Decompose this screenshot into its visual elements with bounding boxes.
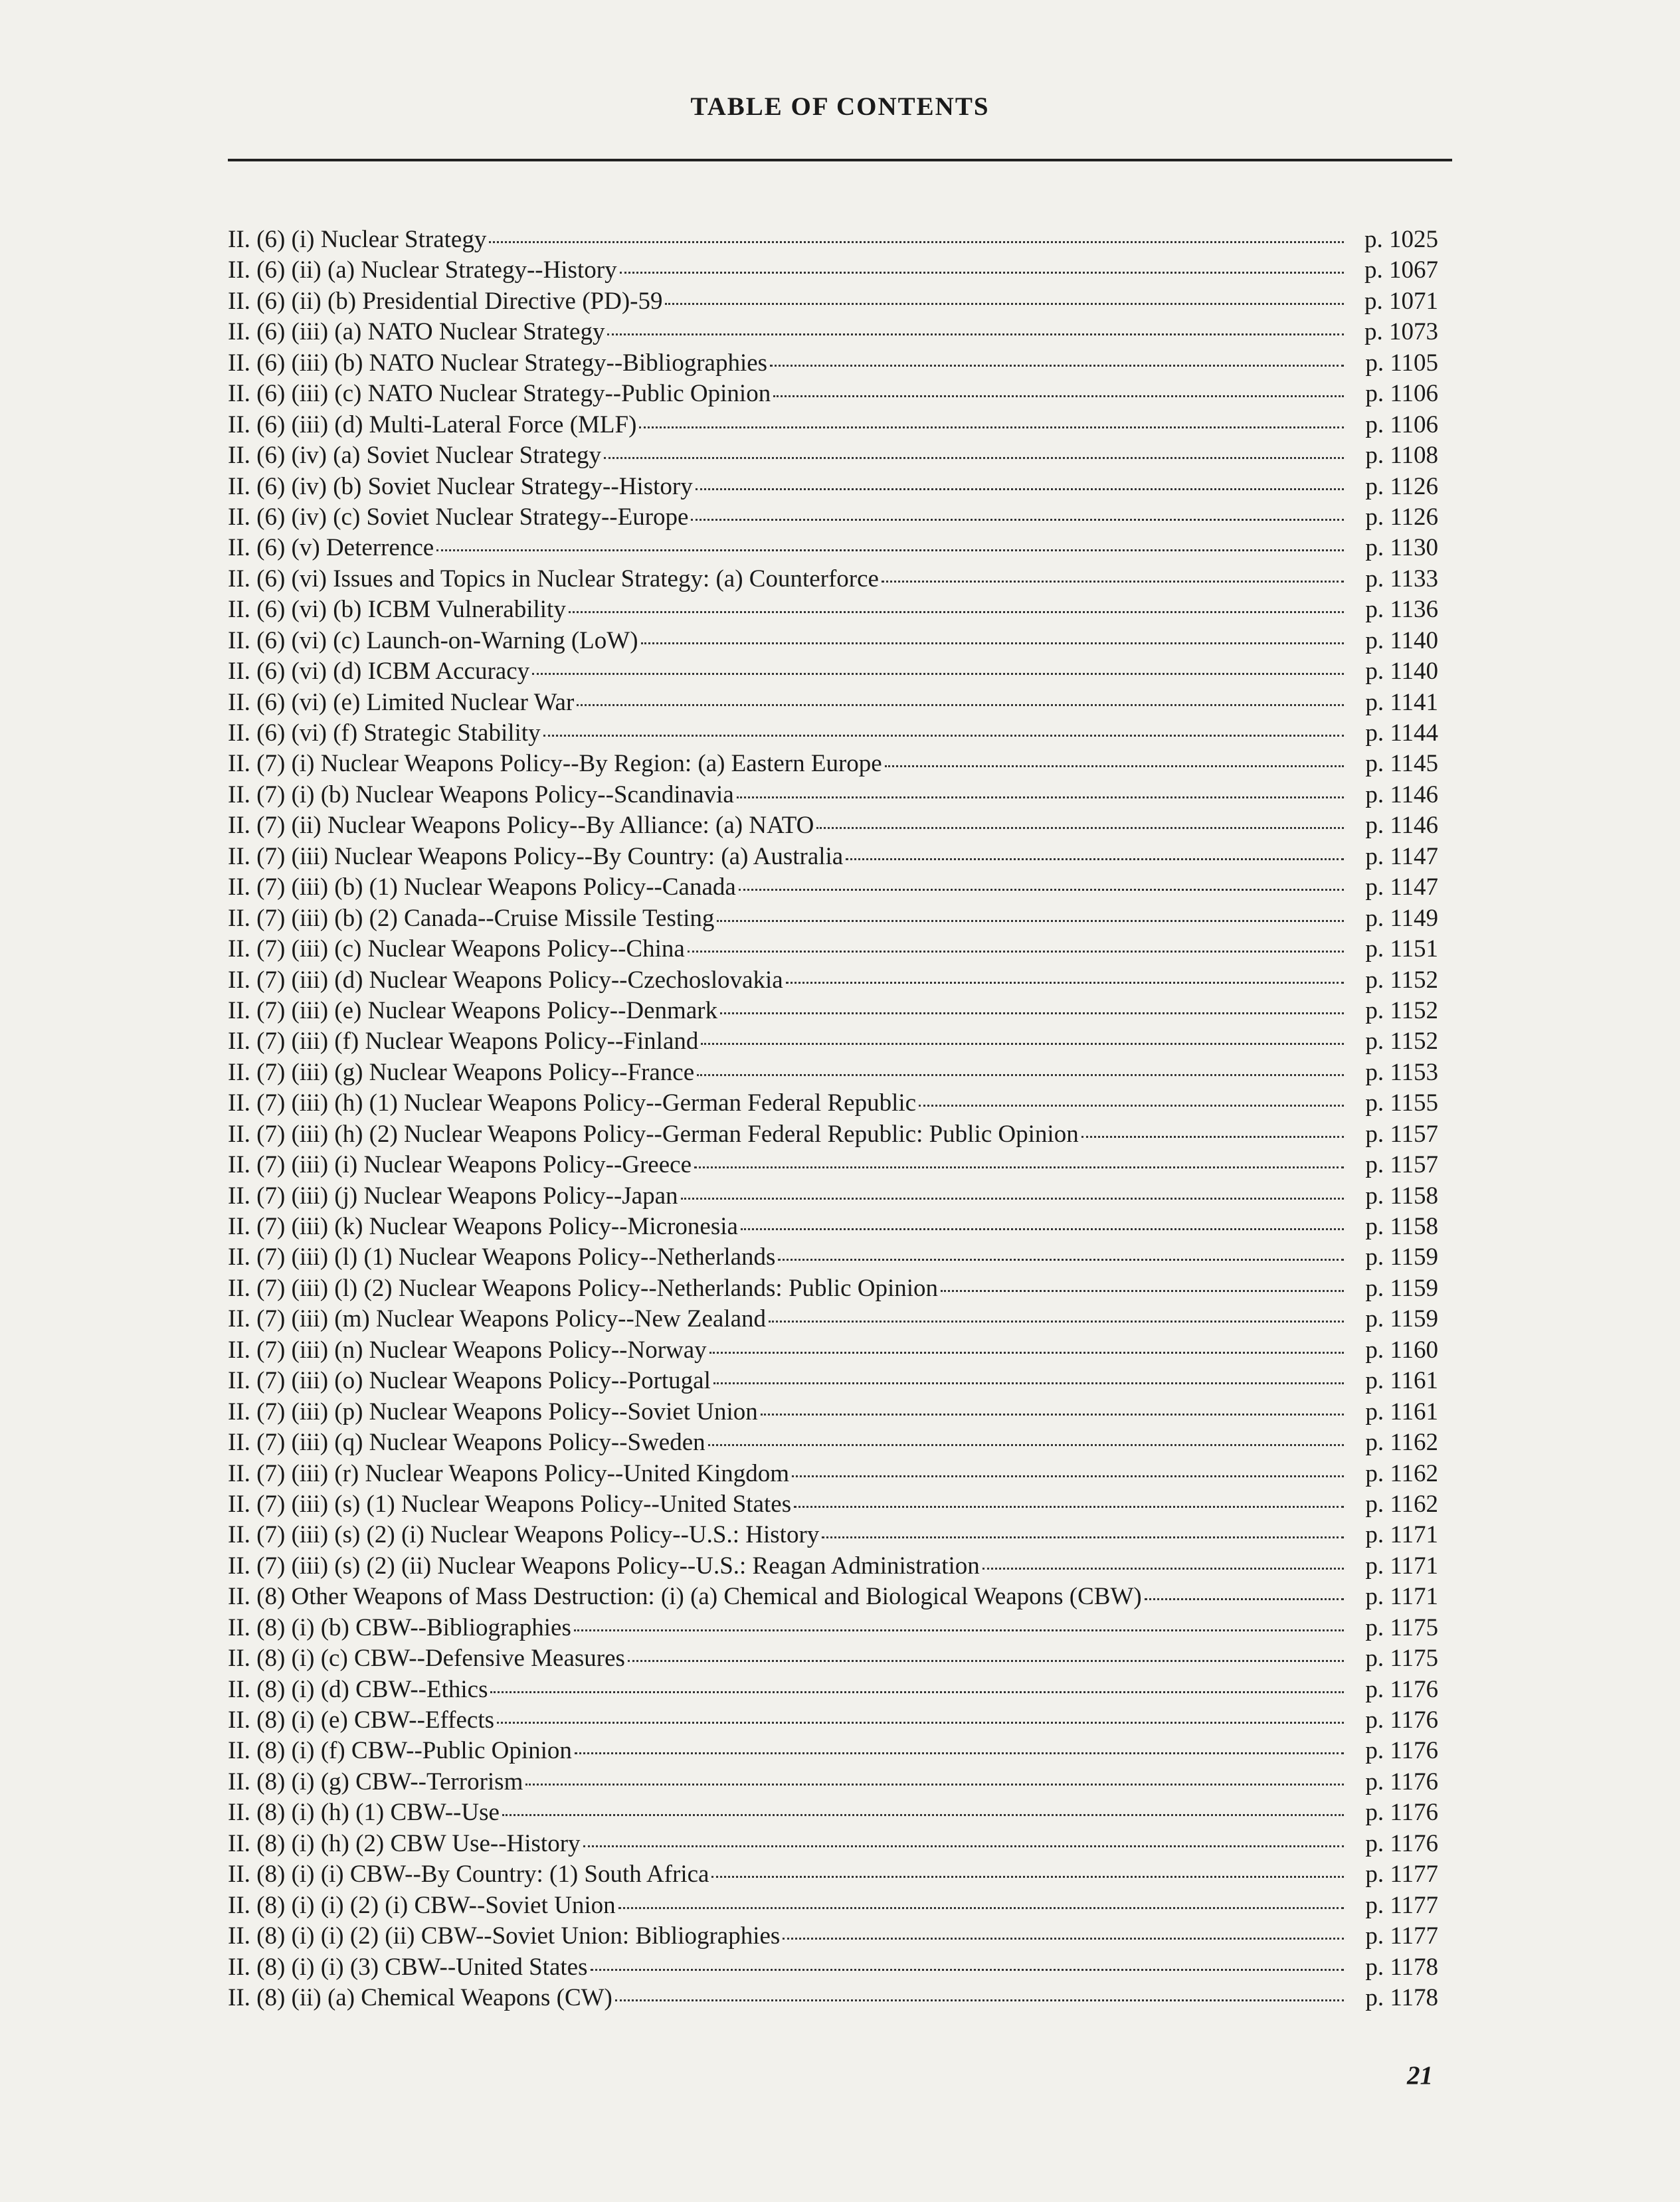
dot-leader [490,1691,1344,1693]
toc-entry-page: p. 1162 [1365,1429,1438,1457]
toc-entry-page: p. 1130 [1365,534,1438,562]
toc-entry-title: II. (6) (iv) (c) Soviet Nuclear Strategy--Europe [228,503,689,531]
toc-entry-page: p. 1158 [1365,1213,1438,1240]
toc-entry-title: II. (7) (iii) (h) (2) Nuclear Weapons Policy--German Federal Republic: Public Opinion [228,1120,1079,1148]
toc-entry-page: p. 1155 [1365,1089,1438,1117]
toc-entry [228,286,1438,317]
dot-leader [577,704,1344,706]
toc-entry [228,1952,1438,1983]
toc-entry [228,1829,1438,1859]
dot-leader [639,426,1344,428]
dot-leader [741,1228,1344,1230]
toc-entry-page: p. 1105 [1365,349,1438,377]
toc-entry [228,1797,1438,1828]
toc-entry-page: p. 1140 [1365,658,1438,686]
toc-entry-title: II. (7) (iii) (q) Nuclear Weapons Policy--Sweden [228,1429,705,1457]
toc-entry-title: II. (7) (iii) Nuclear Weapons Policy--By Country: (a) Australia [228,842,844,870]
toc-entry-title: II. (8) (i) (f) CBW--Public Opinion [228,1737,572,1765]
table-of-contents-list [228,225,1438,2013]
dot-leader [502,1814,1344,1816]
toc-entry-page: p. 1153 [1365,1058,1438,1086]
toc-entry [228,1242,1438,1273]
dot-leader [792,1475,1344,1477]
toc-entry-page: p. 1176 [1365,1768,1438,1795]
toc-entry-title: II. (8) Other Weapons of Mass Destruction: (i) (a) Chemical and Biological Weapons (CBW) [228,1583,1142,1611]
toc-entry-title: II. (6) (iv) (a) Soviet Nuclear Strategy [228,442,601,470]
title-divider [228,159,1452,161]
toc-entry [228,1582,1438,1612]
dot-leader [618,1907,1344,1909]
toc-entry-title: II. (6) (vi) (e) Limited Nuclear War [228,688,575,716]
toc-entry-page: p. 1073 [1364,318,1438,346]
toc-entry-page: p. 1136 [1365,596,1438,624]
toc-entry [228,1366,1438,1396]
dot-leader [665,303,1344,305]
toc-entry [228,317,1438,347]
toc-entry-title: II. (8) (ii) (a) Chemical Weapons (CW) [228,1983,612,2011]
toc-entry-page: p. 1067 [1364,256,1438,284]
toc-entry-title: II. (6) (v) Deterrence [228,534,434,562]
toc-entry-page: p. 1162 [1365,1459,1438,1487]
toc-entry-title: II. (6) (i) Nuclear Strategy [228,226,487,253]
toc-entry-page: p. 1158 [1365,1182,1438,1210]
dot-leader [607,333,1344,335]
toc-entry-page: p. 1152 [1365,966,1438,994]
toc-entry [228,780,1438,810]
toc-entry-page: p. 1161 [1365,1367,1438,1395]
toc-entry-page: p. 1141 [1365,688,1438,716]
toc-entry-title: II. (7) (iii) (d) Nuclear Weapons Policy--Czechoslovakia [228,966,783,994]
toc-entry-title: II. (7) (iii) (e) Nuclear Weapons Policy--Denmark [228,996,718,1024]
toc-entry-page: p. 1171 [1365,1552,1438,1580]
dot-leader [436,549,1344,551]
toc-entry [228,965,1438,996]
toc-entry-title: II. (8) (i) (i) (3) CBW--United States [228,1953,588,1981]
dot-leader [532,673,1344,675]
page-title: TABLE OF CONTENTS [690,92,990,121]
toc-entry-page: p. 1159 [1365,1274,1438,1302]
page-number: 21 [1407,2061,1433,2090]
dot-leader [575,1752,1344,1754]
toc-entry [228,1427,1438,1458]
dot-leader [711,1876,1344,1878]
dot-leader [713,1382,1344,1384]
dot-leader [717,920,1344,922]
toc-entry-page: p. 1160 [1365,1336,1438,1364]
toc-entry-title: II. (8) (i) (i) (2) (ii) CBW--Soviet Union: Bibliographies [228,1922,781,1950]
toc-entry-page: p. 1161 [1365,1398,1438,1425]
toc-entry [228,1890,1438,1921]
toc-entry-page: p. 1159 [1365,1305,1438,1333]
toc-entry-page: p. 1147 [1365,842,1438,870]
toc-entry-title: II. (7) (iii) (j) Nuclear Weapons Policy--Japan [228,1182,678,1210]
toc-entry [228,1181,1438,1212]
toc-entry [228,996,1438,1026]
dot-leader [982,1568,1344,1570]
dot-leader [882,581,1344,583]
toc-entry-page: p. 1025 [1364,226,1438,253]
toc-entry [228,903,1438,934]
toc-entry [228,1705,1438,1736]
toc-entry [228,595,1438,625]
toc-entry-title: II. (8) (i) (c) CBW--Defensive Measures [228,1645,625,1673]
toc-entry-title: II. (8) (i) (e) CBW--Effects [228,1706,495,1734]
dot-leader [770,365,1344,367]
toc-entry-page: p. 1126 [1365,472,1438,500]
toc-entry-page: p. 1177 [1365,1861,1438,1888]
toc-entry-title: II. (6) (iii) (b) NATO Nuclear Strategy--Bibliographies [228,349,768,377]
toc-entry [228,440,1438,471]
dot-leader [786,982,1344,984]
toc-entry [228,1859,1438,1890]
dot-leader [769,1321,1344,1323]
toc-entry-title: II. (6) (iv) (b) Soviet Nuclear Strategy--History [228,472,693,500]
toc-entry [228,810,1438,841]
toc-entry-page: p. 1152 [1365,996,1438,1024]
toc-entry [228,1736,1438,1766]
toc-entry [228,1921,1438,1952]
toc-entry-page: p. 1175 [1365,1645,1438,1673]
toc-entry-page: p. 1177 [1365,1922,1438,1950]
toc-entry-title: II. (7) (iii) (o) Nuclear Weapons Policy--Portugal [228,1367,711,1395]
toc-entry [228,1150,1438,1180]
toc-entry-page: p. 1177 [1365,1891,1438,1919]
dot-leader [708,1444,1344,1446]
toc-entry-title: II. (8) (i) (i) CBW--By Country: (1) South Africa [228,1861,709,1888]
toc-entry-title: II. (6) (vi) (d) ICBM Accuracy [228,658,530,686]
dot-leader [720,1012,1344,1014]
toc-entry [228,872,1438,903]
dot-leader [941,1290,1344,1292]
toc-entry-title: II. (7) (iii) (n) Nuclear Weapons Policy--Norway [228,1336,707,1364]
toc-entry-title: II. (8) (i) (g) CBW--Terrorism [228,1768,523,1795]
toc-entry-title: II. (6) (ii) (a) Nuclear Strategy--History [228,256,617,284]
toc-entry-title: II. (8) (i) (b) CBW--Bibliographies [228,1613,571,1641]
toc-entry-title: II. (7) (ii) Nuclear Weapons Policy--By Alliance: (a) NATO [228,812,814,840]
dot-leader [591,1969,1345,1971]
dot-leader [615,1999,1344,2001]
toc-entry-title: II. (6) (ii) (b) Presidential Directive (PD)-59 [228,287,663,315]
dot-leader [846,858,1344,860]
dot-leader [919,1105,1344,1107]
toc-entry-title: II. (8) (i) (h) (1) CBW--Use [228,1799,500,1827]
dot-leader [569,611,1344,613]
toc-entry [228,348,1438,379]
dot-leader [885,765,1344,767]
toc-entry-page: p. 1176 [1365,1799,1438,1827]
dot-leader [681,1198,1344,1200]
toc-entry-title: II. (6) (vi) (b) ICBM Vulnerability [228,596,566,624]
toc-entry [228,1397,1438,1427]
toc-entry-title: II. (6) (iii) (d) Multi-Lateral Force (MLF) [228,411,637,438]
toc-entry-page: p. 1176 [1365,1675,1438,1703]
toc-entry-page: p. 1176 [1365,1829,1438,1857]
dot-leader [688,951,1344,953]
toc-entry [228,502,1438,533]
toc-entry-page: p. 1176 [1365,1737,1438,1765]
toc-entry [228,1119,1438,1150]
toc-entry-page: p. 1157 [1365,1151,1438,1179]
dot-leader [604,457,1344,459]
toc-entry [228,255,1438,286]
toc-entry-page: p. 1162 [1365,1490,1438,1518]
toc-entry-title: II. (7) (iii) (b) (2) Canada--Cruise Missile Testing [228,904,715,932]
toc-entry-title: II. (6) (iii) (a) NATO Nuclear Strategy [228,318,605,346]
toc-entry [228,564,1438,595]
toc-entry [228,379,1438,409]
dot-leader [737,796,1344,798]
toc-entry-page: p. 1151 [1365,935,1438,963]
toc-entry [228,718,1438,749]
toc-entry-page: p. 1144 [1365,719,1438,747]
toc-entry [228,656,1438,687]
dot-leader [739,889,1344,891]
toc-entry-title: II. (7) (iii) (i) Nuclear Weapons Policy--Greece [228,1151,692,1179]
toc-entry [228,225,1438,255]
toc-entry [228,1088,1438,1119]
toc-entry-title: II. (7) (iii) (m) Nuclear Weapons Policy--New Zealand [228,1305,767,1333]
toc-entry [228,1212,1438,1242]
toc-entry-page: p. 1178 [1365,1953,1438,1981]
dot-leader [691,519,1344,521]
toc-entry-title: II. (7) (iii) (g) Nuclear Weapons Policy--France [228,1058,695,1086]
toc-entry-title: II. (8) (i) (d) CBW--Ethics [228,1675,488,1703]
toc-entry [228,1459,1438,1489]
toc-entry-page: p. 1171 [1365,1583,1438,1611]
toc-entry-page: p. 1157 [1365,1120,1438,1148]
toc-entry [228,1675,1438,1705]
dot-leader [543,735,1344,737]
toc-entry [228,1613,1438,1643]
toc-entry [228,688,1438,718]
dot-leader [778,1259,1344,1261]
toc-entry-page: p. 1145 [1365,750,1438,778]
toc-entry-title: II. (7) (iii) (p) Nuclear Weapons Policy--Soviet Union [228,1398,758,1425]
toc-entry [228,1273,1438,1304]
toc-entry-title: II. (7) (iii) (l) (1) Nuclear Weapons Policy--Netherlands [228,1243,776,1271]
toc-entry [228,1551,1438,1582]
toc-entry-title: II. (7) (iii) (r) Nuclear Weapons Policy--United Kingdom [228,1459,790,1487]
toc-entry-title: II. (6) (vi) Issues and Topics in Nuclear Strategy: (a) Counterforce [228,565,879,593]
dot-leader [822,1536,1344,1538]
toc-entry [228,1520,1438,1550]
toc-entry-page: p. 1171 [1365,1521,1438,1549]
toc-entry [228,533,1438,563]
dot-leader [697,1074,1344,1076]
toc-entry [228,1767,1438,1797]
dot-leader [628,1660,1344,1662]
toc-entry-page: p. 1149 [1365,904,1438,932]
dot-leader [794,1506,1344,1508]
dot-leader [761,1414,1344,1416]
toc-entry [228,1026,1438,1057]
dot-leader [574,1629,1344,1631]
toc-entry-title: II. (6) (vi) (c) Launch-on-Warning (LoW) [228,626,638,654]
toc-entry-title: II. (7) (iii) (k) Nuclear Weapons Policy--Micronesia [228,1213,738,1240]
dot-leader [709,1352,1344,1354]
toc-entry-page: p. 1108 [1365,442,1438,470]
dot-leader [489,241,1344,243]
toc-entry-page: p. 1133 [1365,565,1438,593]
toc-entry-title: II. (8) (i) (i) (2) (i) CBW--Soviet Union [228,1891,616,1919]
toc-entry-title: II. (7) (iii) (f) Nuclear Weapons Policy--Finland [228,1028,699,1055]
dot-leader [525,1784,1344,1786]
toc-entry-title: II. (7) (iii) (b) (1) Nuclear Weapons Policy--Canada [228,873,736,901]
toc-entry [228,410,1438,440]
toc-entry-page: p. 1152 [1365,1028,1438,1055]
toc-entry-page: p. 1146 [1365,812,1438,840]
dot-leader [620,272,1344,274]
toc-entry [228,1304,1438,1334]
dot-leader [701,1043,1344,1045]
toc-entry [228,749,1438,779]
toc-entry-title: II. (7) (iii) (h) (1) Nuclear Weapons Policy--German Federal Republic [228,1089,917,1117]
toc-entry [228,842,1438,872]
toc-entry-page: p. 1146 [1365,780,1438,808]
toc-entry-title: II. (6) (iii) (c) NATO Nuclear Strategy--Public Opinion [228,380,771,408]
toc-entry-page: p. 1106 [1365,380,1438,408]
toc-entry-page: p. 1147 [1365,873,1438,901]
toc-entry-page: p. 1159 [1365,1243,1438,1271]
toc-entry-title: II. (8) (i) (h) (2) CBW Use--History [228,1829,581,1857]
toc-entry-page: p. 1126 [1365,503,1438,531]
dot-leader [641,642,1344,644]
dot-leader [1081,1136,1344,1138]
toc-entry-title: II. (7) (iii) (s) (2) (ii) Nuclear Weapons Policy--U.S.: Reagan Administration [228,1552,980,1580]
toc-entry-title: II. (6) (vi) (f) Strategic Stability [228,719,541,747]
toc-entry-page: p. 1175 [1365,1613,1438,1641]
toc-entry [228,1643,1438,1674]
dot-leader [773,395,1344,397]
toc-entry-title: II. (7) (iii) (l) (2) Nuclear Weapons Policy--Netherlands: Public Opinion [228,1274,939,1302]
toc-entry-title: II. (7) (iii) (s) (1) Nuclear Weapons Policy--United States [228,1490,792,1518]
dot-leader [583,1845,1344,1847]
toc-entry [228,472,1438,502]
dot-leader [783,1938,1344,1940]
dot-leader [497,1722,1344,1724]
toc-entry [228,1489,1438,1520]
toc-entry [228,1983,1438,2013]
toc-entry-title: II. (7) (iii) (c) Nuclear Weapons Policy--China [228,935,685,963]
toc-entry [228,1057,1438,1088]
dot-leader [1145,1598,1344,1600]
toc-entry [228,934,1438,964]
dot-leader [816,827,1344,829]
dot-leader [696,488,1344,490]
toc-entry-page: p. 1140 [1365,626,1438,654]
toc-entry [228,626,1438,656]
toc-entry-page: p. 1071 [1364,287,1438,315]
toc-entry-page: p. 1178 [1365,1983,1438,2011]
toc-entry-page: p. 1106 [1365,411,1438,438]
toc-entry [228,1335,1438,1366]
toc-entry-title: II. (7) (i) (b) Nuclear Weapons Policy--Scandinavia [228,780,734,808]
toc-entry-page: p. 1176 [1365,1706,1438,1734]
toc-entry-title: II. (7) (iii) (s) (2) (i) Nuclear Weapons Policy--U.S.: History [228,1521,820,1549]
toc-entry-title: II. (7) (i) Nuclear Weapons Policy--By Region: (a) Eastern Europe [228,750,882,778]
dot-leader [694,1166,1344,1168]
